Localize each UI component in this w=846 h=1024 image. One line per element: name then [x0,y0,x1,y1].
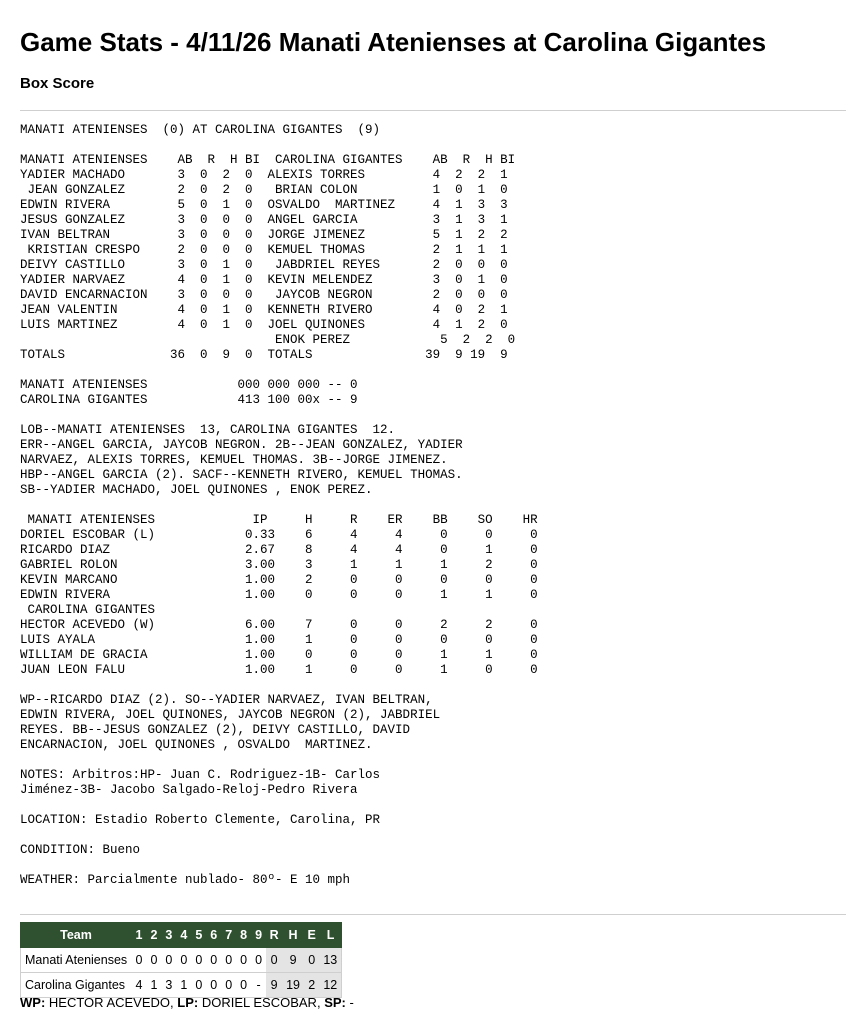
box-score-line: MANATI ATENIENSES 000 000 000 -- 0 [20,378,358,392]
box-score-line: HBP--ANGEL GARCIA (2). SACF--KENNETH RIVERO, KEMUEL THOMAS. [20,468,463,482]
column-header-5: 5 [191,923,206,948]
team-column-header: Team [21,923,132,948]
box-score-line: KEVIN MARCANO 1.00 2 0 0 0 0 0 [20,573,538,587]
box-score-line [20,498,538,513]
bottom-divider [20,914,846,915]
linescore-header-row [21,923,342,948]
box-score-line [20,798,538,813]
box-score-line: DAVID ENCARNACION 3 0 0 0 JAYCOB NEGRON 2 0 0 0 [20,288,508,302]
inning-score: - [251,973,266,998]
box-score-line [20,363,538,378]
wp-label: WP: [20,995,46,1010]
box-score-line: ENCARNACION, JOEL QUINONES , OSVALDO MARTINEZ. [20,738,373,752]
inning-score: 3 [161,973,176,998]
inning-score: 0 [146,948,161,973]
box-score-line: YADIER NARVAEZ 4 0 1 0 KEVIN MELENDEZ 3 0 1 0 [20,273,508,287]
inning-score: 0 [236,973,251,998]
column-header-r: R [266,923,282,948]
linescore-table [20,922,342,998]
box-score-line: CAROLINA GIGANTES [20,603,156,617]
box-score-line: KRISTIAN CRESPO 2 0 0 0 KEMUEL THOMAS 2 1 1 1 [20,243,508,257]
box-score-line: WILLIAM DE GRACIA 1.00 0 0 0 1 1 0 [20,648,538,662]
wp-value: HECTOR ACEVEDO, [48,995,174,1010]
inning-score: 0 [191,948,206,973]
pitcher-decisions [20,995,354,1011]
box-score-line: CONDITION: Bueno [20,843,141,857]
column-header-4: 4 [176,923,191,948]
errors-cell: 2 [304,973,319,998]
inning-score: 0 [191,973,206,998]
box-score-line: REYES. BB--JESUS GONZALEZ (2), DEIVY CASTILLO, DAVID [20,723,411,737]
sp-value: - [349,995,354,1010]
runs-cell: 9 [266,973,282,998]
inning-score: 1 [176,973,191,998]
box-score-line: Jiménez-3B- Jacobo Salgado-Reloj-Pedro Rivera [20,783,358,797]
box-score-line: ENOK PEREZ 5 2 2 0 [20,333,516,347]
hits-cell: 9 [282,948,304,973]
box-score-line: GABRIEL ROLON 3.00 3 1 1 1 2 0 [20,558,538,572]
box-score-line: TOTALS 36 0 9 0 TOTALS 39 9 19 9 [20,348,508,362]
box-score-line: EDWIN RIVERA 5 0 1 0 OSVALDO MARTINEZ 4 1 3 3 [20,198,508,212]
column-header-7: 7 [221,923,236,948]
box-score-line: LOB--MANATI ATENIENSES 13, CAROLINA GIGANTES 12. [20,423,396,437]
inning-score: 0 [251,948,266,973]
inning-score: 0 [221,948,236,973]
box-score-line: WEATHER: Parcialmente nublado- 80º- E 10 mph [20,873,351,887]
column-header-3: 3 [161,923,176,948]
box-score-line [20,828,538,843]
box-score-line [20,408,538,423]
box-score-line: SB--YADIER MACHADO, JOEL QUINONES , ENOK PEREZ. [20,483,373,497]
box-score-line [20,753,538,768]
inning-score: 0 [221,973,236,998]
runs-cell: 0 [266,948,282,973]
column-header-9: 9 [251,923,266,948]
box-score-line [20,138,538,153]
column-header-e: E [304,923,319,948]
lob-cell: 13 [319,948,341,973]
linescore-row [21,973,342,998]
column-header-8: 8 [236,923,251,948]
box-score-line: EDWIN RIVERA 1.00 0 0 0 1 1 0 [20,588,538,602]
column-header-1: 1 [132,923,147,948]
inning-score: 1 [146,973,161,998]
inning-score: 0 [161,948,176,973]
page-title: Game Stats - 4/11/26 Manati Atenienses at Carolina Gigantes [20,27,767,57]
box-score-line: MANATI ATENIENSES AB R H BI CAROLINA GIGANTES AB R H BI [20,153,516,167]
box-score-line: DEIVY CASTILLO 3 0 1 0 JABDRIEL REYES 2 0 0 0 [20,258,508,272]
box-score-line: NOTES: Arbitros:HP- Juan C. Rodriguez-1B- Carlos [20,768,381,782]
inning-score: 0 [206,973,221,998]
box-score-line: IVAN BELTRAN 3 0 0 0 JORGE JIMENEZ 5 1 2 2 [20,228,508,242]
box-score-line: YADIER MACHADO 3 0 2 0 ALEXIS TORRES 4 2 2 1 [20,168,508,182]
linescore-row [21,948,342,973]
box-score-line: WP--RICARDO DIAZ (2). SO--YADIER NARVAEZ, IVAN BELTRAN, [20,693,433,707]
inning-score: 0 [206,948,221,973]
lob-cell: 12 [319,973,341,998]
column-header-2: 2 [146,923,161,948]
column-header-6: 6 [206,923,221,948]
errors-cell: 0 [304,948,319,973]
box-score-heading: Box Score [20,75,95,92]
team-name: Manati Atenienses [21,948,132,973]
inning-score: 0 [132,948,147,973]
lp-value: DORIEL ESCOBAR, [201,995,321,1010]
box-score-line [20,678,538,693]
inning-score: 0 [176,948,191,973]
box-score-line: JEAN VALENTIN 4 0 1 0 KENNETH RIVERO 4 0 2 1 [20,303,508,317]
box-score-line: ERR--ANGEL GARCIA, JAYCOB NEGRON. 2B--JEAN GONZALEZ, YADIER [20,438,463,452]
sp-label: SP: [324,995,346,1010]
box-score-line: MANATI ATENIENSES IP H R ER BB SO HR [20,513,538,527]
box-score-line: MANATI ATENIENSES (0) AT CAROLINA GIGANTES (9) [20,123,381,137]
top-divider [20,110,846,111]
box-score-line: LUIS MARTINEZ 4 0 1 0 JOEL QUINONES 4 1 2 0 [20,318,508,332]
hits-cell: 19 [282,973,304,998]
inning-score: 4 [132,973,147,998]
box-score-line: HECTOR ACEVEDO (W) 6.00 7 0 0 2 2 0 [20,618,538,632]
box-score-line: CAROLINA GIGANTES 413 100 00x -- 9 [20,393,358,407]
box-score-line: LUIS AYALA 1.00 1 0 0 0 0 0 [20,633,538,647]
column-header-h: H [282,923,304,948]
column-header-l: L [319,923,341,948]
box-score-line: NARVAEZ, ALEXIS TORRES, KEMUEL THOMAS. 3B--JORGE JIMENEZ. [20,453,448,467]
box-score-line: EDWIN RIVERA, JOEL QUINONES, JAYCOB NEGRON (2), JABDRIEL [20,708,441,722]
box-score-line: JESUS GONZALEZ 3 0 0 0 ANGEL GARCIA 3 1 3 1 [20,213,508,227]
box-score-line: RICARDO DIAZ 2.67 8 4 4 0 1 0 [20,543,538,557]
box-score-line: DORIEL ESCOBAR (L) 0.33 6 4 4 0 0 0 [20,528,538,542]
box-score-line [20,858,538,873]
team-name: Carolina Gigantes [21,973,132,998]
lp-label: LP: [177,995,199,1010]
inning-score: 0 [236,948,251,973]
box-score-text [20,123,538,888]
box-score-line: JUAN LEON FALU 1.00 1 0 0 1 0 0 [20,663,538,677]
box-score-line: JEAN GONZALEZ 2 0 2 0 BRIAN COLON 1 0 1 0 [20,183,508,197]
box-score-line: LOCATION: Estadio Roberto Clemente, Carolina, PR [20,813,381,827]
